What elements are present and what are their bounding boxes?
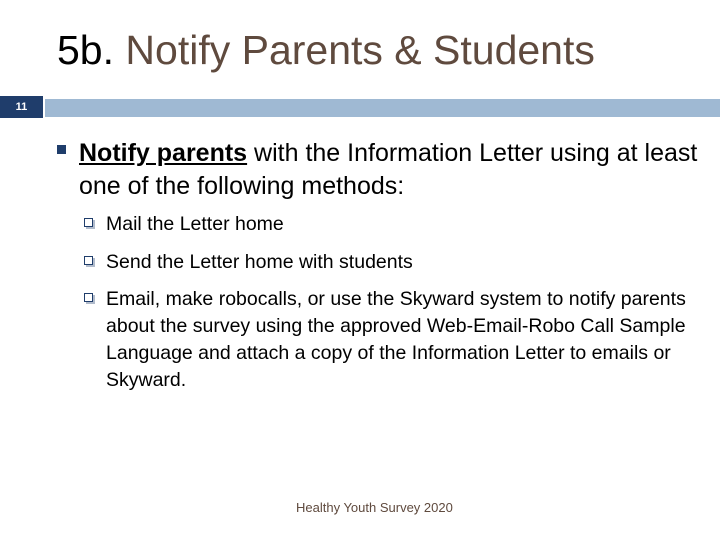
title-prefix: 5b. (57, 27, 114, 73)
slide-title (57, 22, 595, 78)
main-bullet-rest: with the Information Letter using at least one of the following methods: (79, 139, 698, 200)
main-bullet-text (79, 137, 717, 203)
sub-bullet-text: Email, make robocalls, or use the Skyward system to notify parents about the survey using the approved Web-Email-Robo Call Sample Language and attach a copy of the Information Letter to emails or Skyward. (106, 288, 686, 391)
checkbox-bullet-icon (84, 218, 93, 227)
header-bar (45, 99, 720, 117)
sub-bullet-text: Send the Letter home with students (106, 251, 413, 273)
sub-bullet-1 (84, 211, 704, 238)
main-bullet-emphasis: Notify parents (79, 139, 248, 167)
slide-number: 11 (0, 96, 43, 118)
checkbox-bullet-icon (84, 293, 93, 302)
main-bullet (57, 137, 717, 203)
footer-text: Healthy Youth Survey 2020 (296, 500, 453, 515)
sub-bullet-text: Mail the Letter home (106, 213, 284, 235)
sub-bullet-2 (84, 249, 704, 276)
sub-bullet-3 (84, 286, 704, 394)
title-main: Notify Parents & Students (125, 27, 595, 73)
checkbox-bullet-icon (84, 256, 93, 265)
square-bullet-icon (57, 145, 66, 154)
